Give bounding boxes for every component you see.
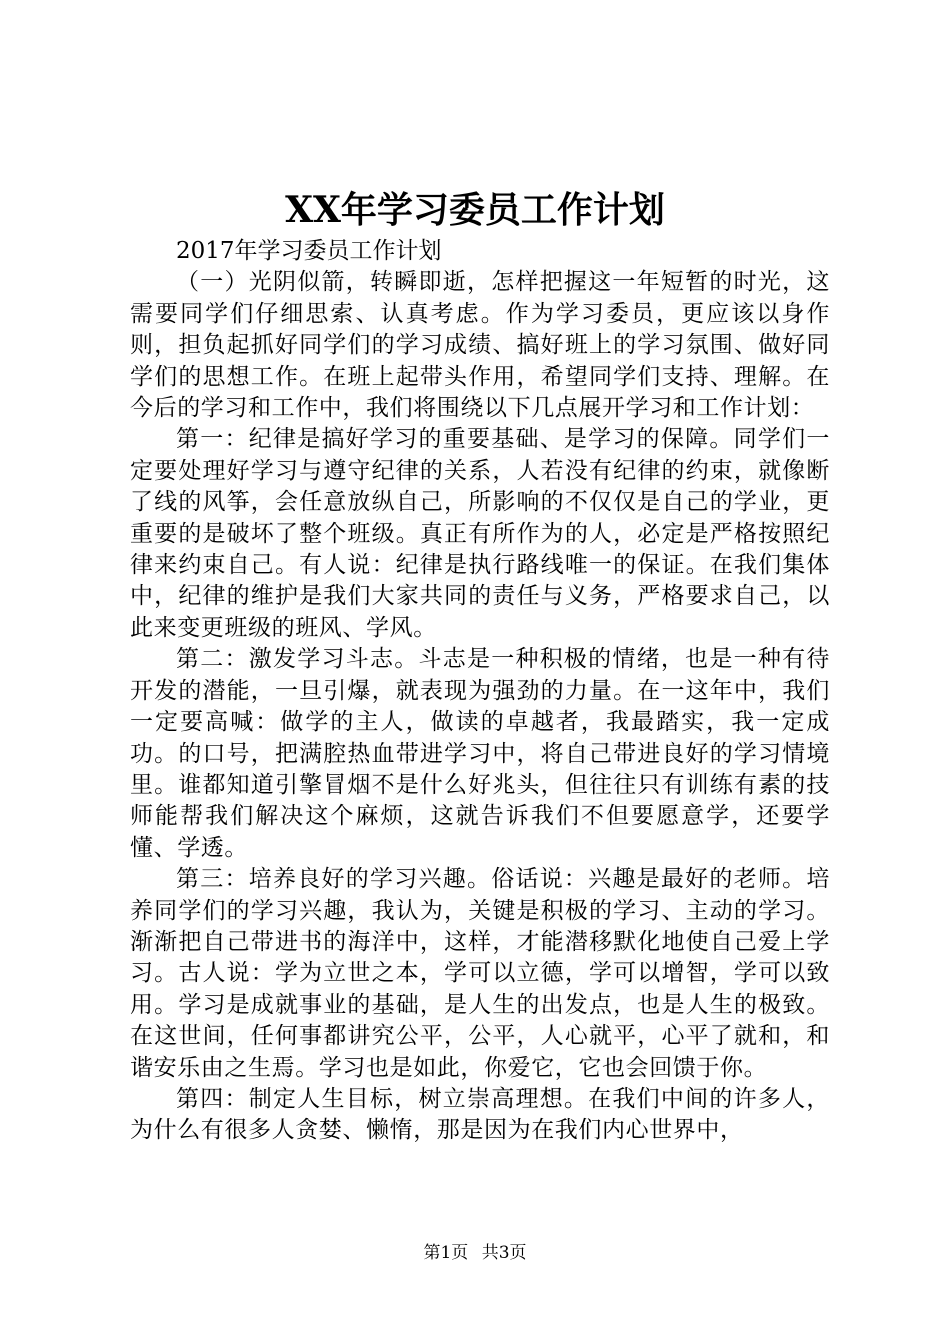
paragraph-discipline: 第一：纪律是搞好学习的重要基础、是学习的保障。同学们一定要处理好学习与遵守纪律的关系，人若没有纪律的约束，就像断了线的风筝，会任意放纵自己，所影响的不仅仅是自己的学业，更重要的是破坏了整个班级。真正有所作为的人，必定是严格按照纪律来约束自己。有人说：纪律是执行路线唯一的保证。在我们集体中，纪律的维护是我们大家共同的责任与义务，严格要求自己，以此来变更班级的班风、学风。 [130, 426, 830, 641]
page-footer [0, 1241, 950, 1265]
page-total: 共3页 [481, 1243, 527, 1263]
paragraph-interest: 第三：培养良好的学习兴趣。俗话说：兴趣是最好的老师。培养同学们的学习兴趣，我认为，关键是积极的学习、主动的学习。渐渐把自己带进书的海洋中，这样，才能潜移默化地使自己爱上学习。古人说：学为立世之本，学可以立德，学可以增智，学可以致用。学习是成就事业的基础，是人生的出发点，也是人生的极致。在这世间，任何事都讲究公平，公平，人心就平，心平了就和，和谐安乐由之生焉。学习也是如此，你爱它，它也会回馈于你。 [130, 866, 830, 1081]
document-title: XX年学习委员工作计划 [285, 189, 665, 231]
paragraph-motivation: 第二：激发学习斗志。斗志是一种积极的情绪，也是一种有待开发的潜能，一旦引爆，就表现为强劲的力量。在一这年中，我们一定要高喊：做学的主人，做读的卓越者，我最踏实，我一定成功。的口号，把满腔热血带进学习中，将自己带进良好的学习情境里。谁都知道引擎冒烟不是什么好兆头，但往往只有训练有素的技师能帮我们解决这个麻烦，这就告诉我们不但要愿意学，还要学懂、学透。 [130, 646, 830, 861]
page-number: 第1页 [423, 1243, 469, 1263]
paragraph-goals: 第四：制定人生目标，树立崇高理想。在我们中间的许多人，为什么有很多人贪婪、懒惰，那是因为在我们内心世界中， [130, 1085, 830, 1144]
document-subtitle: 2017年学习委员工作计划 [176, 238, 442, 264]
paragraph-intro: （一）光阴似箭，转瞬即逝，怎样把握这一年短暂的时光，这需要同学们仔细思索、认真考虑。作为学习委员，更应该以身作则，担负起抓好同学们的学习成绩、搞好班上的学习氛围、做好同学们的思想工作。在班上起带头作用，希望同学们支持、理解。在今后的学习和工作中，我们将围绕以下几点展开学习和工作计划： [130, 269, 830, 422]
document-body [130, 236, 830, 1147]
